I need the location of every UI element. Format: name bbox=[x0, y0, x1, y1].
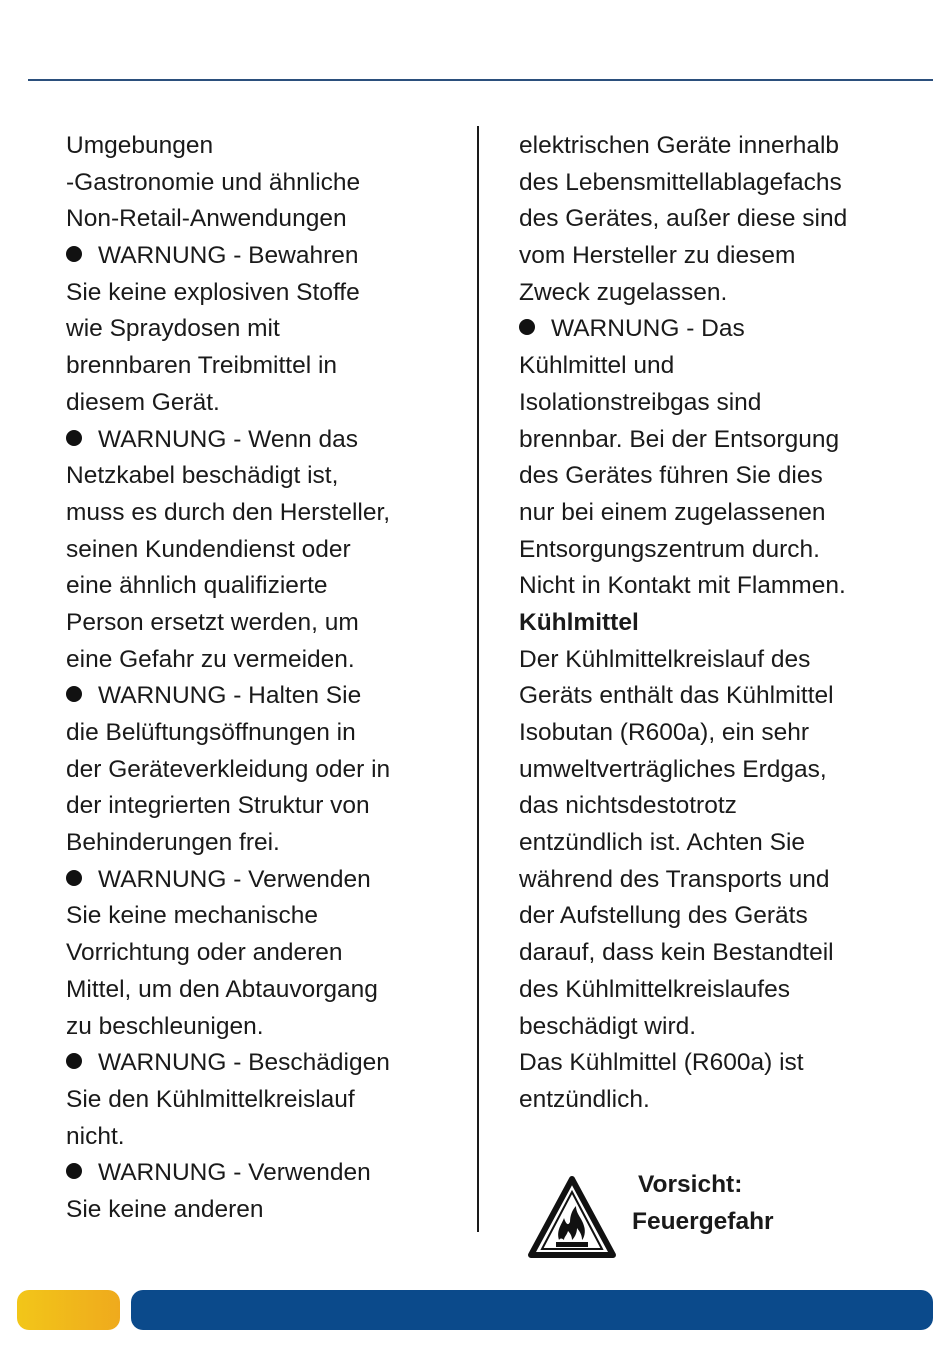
text-line bbox=[66, 422, 466, 459]
text-line bbox=[66, 642, 466, 679]
text-line bbox=[66, 568, 466, 605]
text-line-content: Sie keine anderen bbox=[66, 1195, 264, 1223]
text-line-content: Isolationstreibgas sind bbox=[519, 388, 762, 416]
section-heading bbox=[519, 605, 939, 642]
text-line bbox=[66, 972, 466, 1009]
text-line-content: Netzkabel beschädigt ist, bbox=[66, 462, 339, 490]
text-line-content: Entsorgungszentrum durch. bbox=[519, 535, 820, 563]
text-line bbox=[66, 128, 466, 165]
text-line bbox=[519, 715, 939, 752]
text-line-content: Der Kühlmittelkreislauf des bbox=[519, 645, 811, 673]
bullet-icon bbox=[66, 430, 82, 446]
text-line bbox=[519, 422, 939, 459]
text-line bbox=[519, 348, 939, 385]
text-line bbox=[66, 165, 466, 202]
text-line-content: seinen Kundendienst oder bbox=[66, 535, 351, 563]
caution-title: Vorsicht: bbox=[638, 1171, 743, 1198]
text-line-content: eine ähnlich qualifizierte bbox=[66, 572, 328, 600]
footer-blue-bar bbox=[131, 1290, 933, 1330]
text-line bbox=[66, 935, 466, 972]
text-line-content: Person ersetzt werden, um bbox=[66, 608, 359, 636]
bullet-icon bbox=[66, 1163, 82, 1179]
text-line-content: Das Kühlmittel (R600a) ist bbox=[519, 1049, 804, 1077]
text-line-content: der integrierten Struktur von bbox=[66, 792, 370, 820]
text-line bbox=[66, 605, 466, 642]
text-line-content: Umgebungen bbox=[66, 132, 214, 159]
text-line bbox=[519, 862, 939, 899]
text-line-content: Kühlmittel und bbox=[519, 352, 675, 380]
text-line-content: Sie keine explosiven Stoffe bbox=[66, 278, 360, 306]
text-line-content: des Gerätes führen Sie dies bbox=[519, 462, 823, 490]
text-line bbox=[66, 862, 466, 899]
text-line-content: brennbaren Treibmittel in bbox=[66, 352, 338, 380]
text-line bbox=[66, 201, 466, 238]
text-line-content: Nicht in Kontakt mit Flammen. bbox=[519, 572, 846, 600]
text-line bbox=[519, 275, 939, 312]
text-line bbox=[66, 752, 466, 789]
text-line bbox=[519, 128, 939, 165]
text-line-content: muss es durch den Hersteller, bbox=[66, 498, 391, 526]
text-line bbox=[519, 788, 939, 825]
text-line bbox=[519, 238, 939, 275]
text-line bbox=[66, 275, 466, 312]
text-line bbox=[519, 532, 939, 569]
text-line-content: WARNUNG - Verwenden bbox=[98, 1159, 371, 1187]
text-line-content: des Kühlmittelkreislaufes bbox=[519, 975, 790, 1003]
caution-text bbox=[632, 1166, 774, 1240]
text-line-content: Zweck zugelassen. bbox=[519, 278, 728, 306]
text-line-content: Kühlmittel bbox=[519, 608, 639, 636]
text-line-content: umweltverträgliches Erdgas, bbox=[519, 755, 827, 783]
footer-yellow-tab bbox=[17, 1290, 120, 1330]
text-line-content: WARNUNG - Verwenden bbox=[98, 865, 371, 893]
text-line-content: entzündlich. bbox=[519, 1085, 650, 1113]
text-line-content: WARNUNG - Das bbox=[551, 315, 745, 343]
text-line-content: WARNUNG - Wenn das bbox=[98, 425, 359, 453]
text-line-content: der Aufstellung des Geräts bbox=[519, 902, 808, 930]
text-line bbox=[66, 311, 466, 348]
text-line bbox=[66, 1009, 466, 1046]
text-line bbox=[519, 935, 939, 972]
text-line bbox=[519, 165, 939, 202]
text-line-content: zu beschleunigen. bbox=[66, 1012, 264, 1040]
text-line bbox=[66, 458, 466, 495]
text-line bbox=[519, 752, 939, 789]
text-line-content: des Gerätes, außer diese sind bbox=[519, 205, 848, 233]
text-line-content: während des Transports und bbox=[519, 865, 830, 893]
text-line bbox=[519, 385, 939, 422]
text-line bbox=[66, 1192, 466, 1229]
text-line bbox=[519, 642, 939, 679]
text-line-content: WARNUNG - Halten Sie bbox=[98, 682, 362, 710]
left-text-column bbox=[66, 128, 466, 1229]
column-divider bbox=[477, 126, 479, 1232]
text-line-content: Geräts enthält das Kühlmittel bbox=[519, 682, 834, 710]
header-rule bbox=[28, 79, 933, 81]
text-line bbox=[519, 898, 939, 935]
text-line bbox=[519, 678, 939, 715]
text-line bbox=[66, 1045, 466, 1082]
text-line-content: eine Gefahr zu vermeiden. bbox=[66, 645, 355, 673]
text-line-content: darauf, dass kein Bestandteil bbox=[519, 939, 834, 967]
text-line bbox=[519, 495, 939, 532]
text-line-content: die Belüftungsöffnungen in bbox=[66, 719, 356, 746]
bullet-icon bbox=[66, 686, 82, 702]
text-line-content: diesem Gerät. bbox=[66, 388, 220, 416]
bullet-icon bbox=[66, 246, 82, 262]
text-line bbox=[66, 238, 466, 275]
text-line-content: nur bei einem zugelassenen bbox=[519, 498, 826, 526]
text-line-content: des Lebensmittellablagefachs bbox=[519, 168, 842, 196]
text-line-content: Isobutan (R600a), ein sehr bbox=[519, 719, 810, 746]
text-line-content: das nichtsdestotrotz bbox=[519, 792, 737, 820]
text-line-content: Behinderungen frei. bbox=[66, 829, 280, 857]
bullet-icon bbox=[66, 870, 82, 886]
text-line bbox=[519, 458, 939, 495]
text-line-content: entzündlich ist. Achten Sie bbox=[519, 829, 806, 857]
text-line-content: Sie den Kühlmittelkreislauf bbox=[66, 1085, 355, 1113]
text-line-content: Sie keine mechanische bbox=[66, 902, 318, 930]
caution-block bbox=[526, 1166, 826, 1261]
text-line bbox=[519, 825, 939, 862]
text-line-content: Mittel, um den Abtauvorgang bbox=[66, 975, 378, 1003]
text-line-content: der Geräteverkleidung oder in bbox=[66, 755, 391, 783]
text-line-content: -Gastronomie und ähnliche bbox=[66, 168, 361, 196]
text-line-content: WARNUNG - Bewahren bbox=[98, 242, 359, 270]
text-line bbox=[66, 1082, 466, 1119]
text-line bbox=[66, 678, 466, 715]
text-line bbox=[66, 715, 466, 752]
text-line bbox=[66, 898, 466, 935]
text-line bbox=[519, 311, 939, 348]
text-line bbox=[66, 495, 466, 532]
text-line-content: WARNUNG - Beschädigen bbox=[98, 1049, 390, 1077]
text-line bbox=[519, 1082, 939, 1119]
text-line-content: brennbar. Bei der Entsorgung bbox=[519, 425, 840, 453]
text-line-content: vom Hersteller zu diesem bbox=[519, 242, 796, 270]
text-line bbox=[66, 1155, 466, 1192]
text-line-content: elektrischen Geräte innerhalb bbox=[519, 132, 840, 159]
text-line-content: wie Spraydosen mit bbox=[66, 315, 280, 343]
text-line bbox=[519, 1009, 939, 1046]
text-line-content: beschädigt wird. bbox=[519, 1012, 697, 1040]
text-line bbox=[66, 532, 466, 569]
text-line bbox=[66, 788, 466, 825]
text-line bbox=[519, 201, 939, 238]
text-line bbox=[66, 825, 466, 862]
bullet-icon bbox=[66, 1053, 82, 1069]
caution-subtitle: Feuergefahr bbox=[632, 1208, 774, 1235]
text-line bbox=[66, 1119, 466, 1156]
text-line bbox=[66, 385, 466, 422]
text-line bbox=[519, 972, 939, 1009]
right-text-column bbox=[519, 128, 939, 1119]
text-line bbox=[519, 568, 939, 605]
text-line-content: Vorrichtung oder anderen bbox=[66, 939, 343, 967]
text-line bbox=[66, 348, 466, 385]
text-line bbox=[519, 1045, 939, 1082]
text-line-content: nicht. bbox=[66, 1122, 125, 1150]
text-line-content: Non-Retail-Anwendungen bbox=[66, 205, 347, 233]
bullet-icon bbox=[519, 319, 535, 335]
flammable-warning-icon bbox=[526, 1174, 618, 1262]
